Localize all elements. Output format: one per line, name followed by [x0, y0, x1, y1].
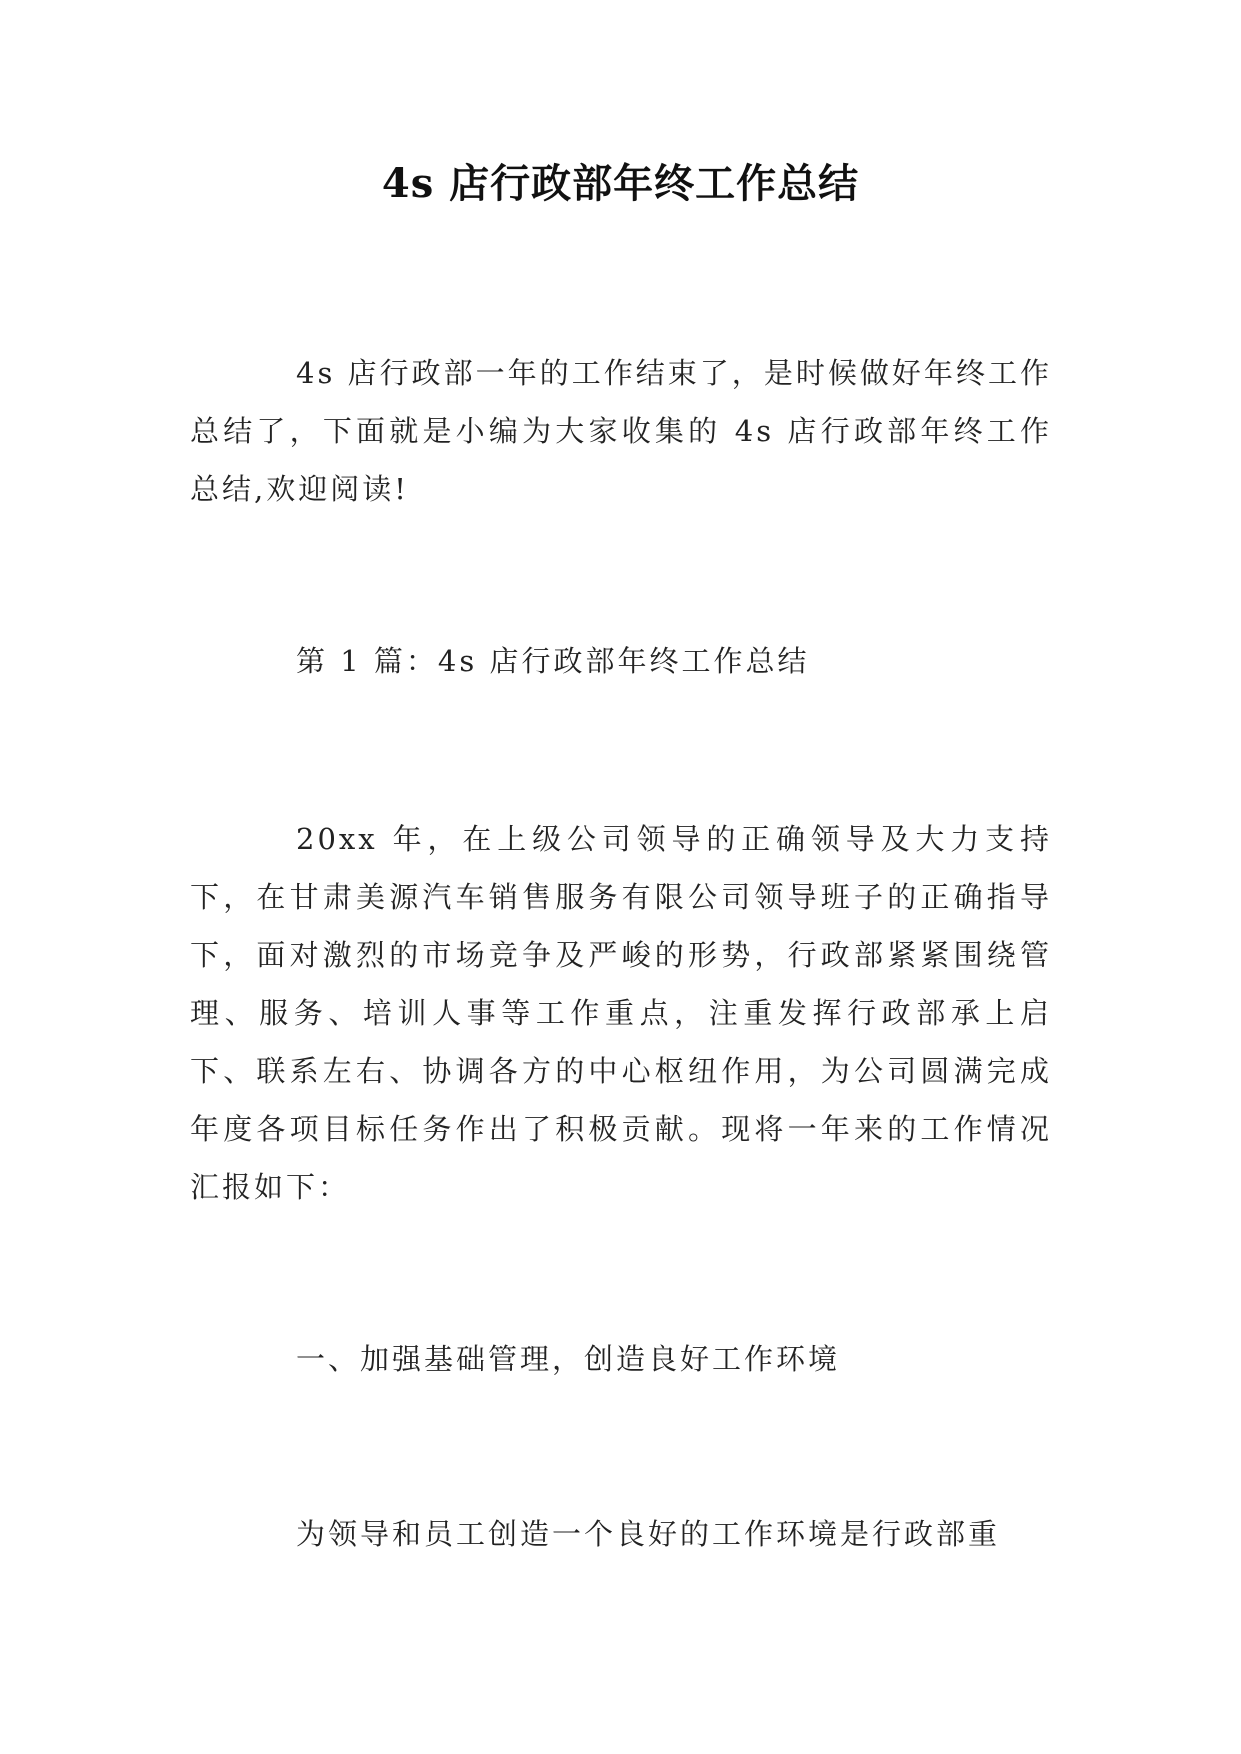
subsection-heading: 一、加强基础管理，创造良好工作环境: [296, 1342, 841, 1376]
body-paragraph: 20xx 年，在上级公司领导的正确领导及大力支持下，在甘肃美源汽车销售服务有限公司领导班子的正确指导下，面对激烈的市场竞争及严峻的形势，行政部紧紧围绕管理、服务、培训人事等工作重点，注重发挥行政部承上启下、联系左右、协调各方的中心枢纽作用，为公司圆满完成年度各项目标任务作出了积极贡献。现将一年来的工作情况汇报如下：: [190, 822, 1052, 1204]
body-paragraph-continued: 为领导和员工创造一个良好的工作环境是行政部重: [296, 1517, 1001, 1551]
section-heading-part-1: 第 1 篇：4s 店行政部年终工作总结: [296, 644, 810, 678]
intro-paragraph: 4s 店行政部一年的工作结束了，是时候做好年终工作总结了，下面就是小编为大家收集的 4s 店行政部年终工作总结,欢迎阅读!: [190, 356, 1052, 506]
document-title: 4s 店行政部年终工作总结: [381, 160, 860, 207]
